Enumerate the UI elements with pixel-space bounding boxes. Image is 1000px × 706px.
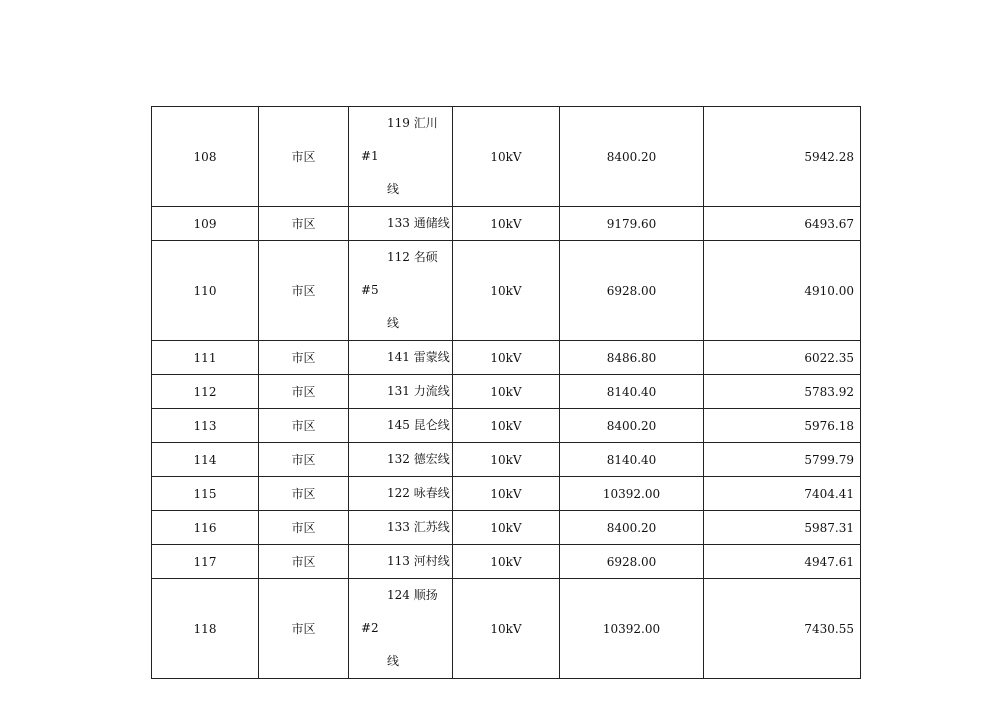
line-name-cell — [349, 443, 453, 477]
area-cell: 市区 — [259, 511, 349, 545]
line-name-first: 141 雷蒙线 — [387, 350, 450, 364]
value-cell: 5976.18 — [704, 409, 861, 443]
value-cell: 5799.79 — [704, 443, 861, 477]
table-row — [152, 341, 861, 375]
area-cell: 市区 — [259, 443, 349, 477]
capacity-cell: 10392.00 — [560, 477, 704, 511]
line-name-cell — [349, 579, 453, 679]
area-cell: 市区 — [259, 241, 349, 341]
table-row — [152, 579, 861, 679]
line-name-cell — [349, 375, 453, 409]
table-row — [152, 409, 861, 443]
voltage-cell: 10kV — [453, 375, 560, 409]
row-number: 118 — [152, 579, 259, 679]
value-cell: 4947.61 — [704, 545, 861, 579]
line-name-first: 112 名硕#5 — [361, 250, 438, 297]
value-cell: 6022.35 — [704, 341, 861, 375]
line-name-cell — [349, 107, 453, 207]
line-name-first: 132 德宏线 — [387, 452, 450, 466]
area-cell: 市区 — [259, 545, 349, 579]
voltage-cell: 10kV — [453, 207, 560, 241]
capacity-cell: 8400.20 — [560, 107, 704, 207]
row-number: 117 — [152, 545, 259, 579]
line-name-first: 119 汇川#1 — [361, 116, 438, 163]
voltage-cell: 10kV — [453, 409, 560, 443]
table-row — [152, 477, 861, 511]
value-cell: 7430.55 — [704, 579, 861, 679]
line-name-first: 124 顺扬#2 — [361, 588, 438, 635]
table-row — [152, 241, 861, 341]
area-cell: 市区 — [259, 341, 349, 375]
feeder-table — [151, 106, 861, 679]
row-number: 108 — [152, 107, 259, 207]
area-cell: 市区 — [259, 477, 349, 511]
table-row — [152, 107, 861, 207]
table-row — [152, 443, 861, 477]
row-number: 113 — [152, 409, 259, 443]
row-number: 109 — [152, 207, 259, 241]
line-name-cell — [349, 409, 453, 443]
table-row — [152, 375, 861, 409]
capacity-cell: 8486.80 — [560, 341, 704, 375]
line-name-second: 线 — [387, 182, 400, 196]
value-cell: 7404.41 — [704, 477, 861, 511]
capacity-cell: 10392.00 — [560, 579, 704, 679]
voltage-cell: 10kV — [453, 443, 560, 477]
voltage-cell: 10kV — [453, 107, 560, 207]
line-name-first: 131 力流线 — [387, 384, 450, 398]
area-cell: 市区 — [259, 207, 349, 241]
line-name-second: 线 — [387, 316, 400, 330]
voltage-cell: 10kV — [453, 341, 560, 375]
row-number: 116 — [152, 511, 259, 545]
line-name-first: 133 通储线 — [387, 216, 450, 230]
capacity-cell: 8140.40 — [560, 375, 704, 409]
line-name-cell — [349, 511, 453, 545]
area-cell: 市区 — [259, 409, 349, 443]
capacity-cell: 8400.20 — [560, 409, 704, 443]
capacity-cell: 8140.40 — [560, 443, 704, 477]
area-cell: 市区 — [259, 107, 349, 207]
value-cell: 5942.28 — [704, 107, 861, 207]
capacity-cell: 6928.00 — [560, 545, 704, 579]
value-cell: 5783.92 — [704, 375, 861, 409]
line-name-first: 145 昆仑线 — [387, 418, 450, 432]
line-name-cell — [349, 207, 453, 241]
value-cell: 6493.67 — [704, 207, 861, 241]
line-name-first: 113 河村线 — [387, 554, 450, 568]
line-name-cell — [349, 241, 453, 341]
row-number: 115 — [152, 477, 259, 511]
table-row — [152, 511, 861, 545]
table-row — [152, 207, 861, 241]
voltage-cell: 10kV — [453, 545, 560, 579]
capacity-cell: 9179.60 — [560, 207, 704, 241]
line-name-cell — [349, 545, 453, 579]
row-number: 110 — [152, 241, 259, 341]
capacity-cell: 8400.20 — [560, 511, 704, 545]
row-number: 114 — [152, 443, 259, 477]
row-number: 111 — [152, 341, 259, 375]
voltage-cell: 10kV — [453, 579, 560, 679]
voltage-cell: 10kV — [453, 477, 560, 511]
row-number: 112 — [152, 375, 259, 409]
line-name-first: 133 汇苏线 — [387, 520, 450, 534]
area-cell: 市区 — [259, 579, 349, 679]
table-row — [152, 545, 861, 579]
line-name-second: 线 — [387, 654, 400, 668]
line-name-cell — [349, 341, 453, 375]
voltage-cell: 10kV — [453, 511, 560, 545]
line-name-cell — [349, 477, 453, 511]
area-cell: 市区 — [259, 375, 349, 409]
line-name-first: 122 咏春线 — [387, 486, 450, 500]
value-cell: 4910.00 — [704, 241, 861, 341]
capacity-cell: 6928.00 — [560, 241, 704, 341]
value-cell: 5987.31 — [704, 511, 861, 545]
voltage-cell: 10kV — [453, 241, 560, 341]
